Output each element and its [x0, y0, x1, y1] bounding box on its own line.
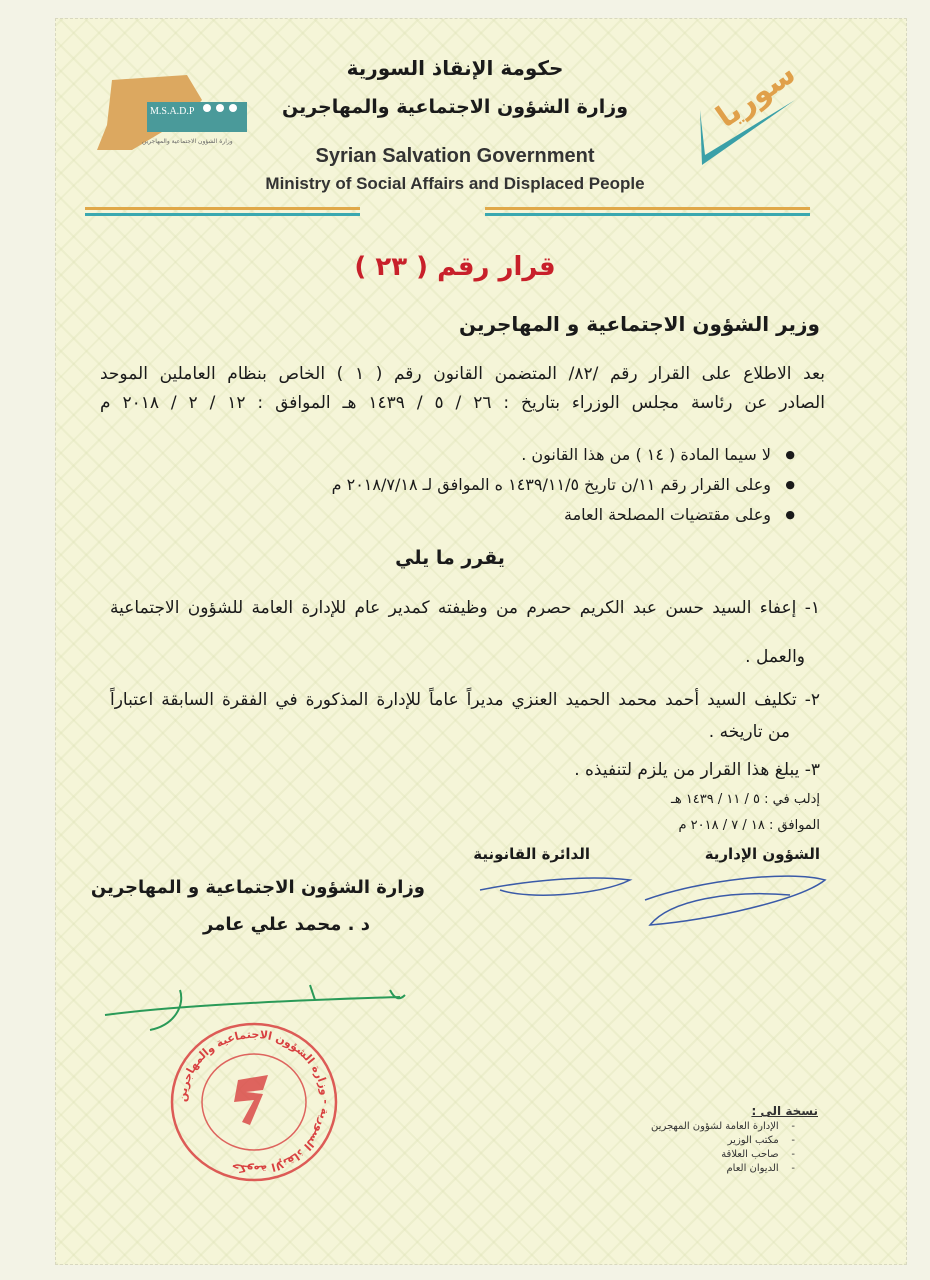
stamp-seal-icon — [168, 1020, 340, 1185]
list-item: ● وعلى القرار رقم ١١/ن تاريخ ١٤٣٩/١١/٥ ه الموافق لـ ٢٠١٨/٧/١٨ م — [195, 470, 795, 500]
list-item: - مكتب الوزير — [727, 1135, 795, 1146]
list-item: ● لا سيما المادة ( ١٤ ) من هذا القانون . — [195, 440, 795, 470]
logo-caption: وزارة الشؤون الاجتماعية والمهاجرين — [142, 138, 233, 145]
copy-recipient: الإدارة العامة لشؤون المهجرين — [651, 1121, 779, 1132]
stamp-text: حكومة الإنقاذ السورية - وزارة الشؤون الاجتماعية والمهاجرين — [175, 1027, 333, 1177]
list-item: - الديوان العام — [726, 1163, 795, 1174]
list-item: - صاحب العلاقة — [721, 1149, 795, 1160]
list-item: ● وعلى مقتضيات المصلحة العامة — [195, 500, 795, 530]
header-en-line2: Ministry of Social Affairs and Displaced People — [265, 174, 645, 193]
minister-name: د . محمد علي عامر — [203, 914, 370, 935]
issued-at: إدلب في : ٥ / ١١ / ١٤٣٩ هـ — [671, 792, 820, 807]
article-3: ٣- يبلغ هذا القرار من يلزم لتنفيذه . — [574, 760, 820, 780]
official-stamp — [168, 1020, 340, 1185]
header-ar-line2: وزارة الشؤون الاجتماعية والمهاجرين — [281, 96, 629, 118]
copies-list — [651, 1120, 795, 1176]
article-2-line-1: ٢- تكليف السيد أحمد محمد الحميد العنزي مديراً عاماً للإدارة المذكورة في الفقرة السابقة اعتباراً — [110, 690, 820, 710]
copy-recipient: صاحب العلاقة — [721, 1149, 779, 1160]
divider-right — [485, 207, 810, 210]
logo-text: سوريا — [709, 55, 803, 136]
considerations-list — [195, 440, 795, 530]
preamble-line-1: بعد الاطلاع على القرار رقم /٨٢/ المتضمن القانون رقم ( ١ ) الخاص بنظام العاملين الموحد — [100, 364, 825, 384]
corresponding-date: الموافق : ١٨ / ٧ / ٢٠١٨ م — [678, 818, 820, 833]
sign-label-legal: الدائرة القانونية — [473, 845, 590, 863]
header-en-line1: Syrian Salvation Government — [315, 145, 595, 167]
preamble-line-2: الصادر عن رئاسة مجلس الوزراء بتاريخ : ٢٦ / ٥ / ١٤٣٩ هـ الموافق : ١٢ / ٢ / ٢٠١٨ م — [100, 393, 825, 413]
divider-left — [85, 207, 360, 210]
divider-left-teal — [85, 213, 360, 216]
decides-heading: يقرر ما يلي — [395, 547, 505, 569]
article-1-line-2: والعمل . — [745, 647, 805, 667]
signature-blue — [470, 860, 840, 930]
header-ar-line1: حكومة الإنقاذ السورية — [346, 56, 564, 80]
minister-ministry: وزارة الشؤون الاجتماعية و المهاجرين — [90, 877, 425, 898]
decision-title: قرار رقم ( ٢٣ ) — [354, 252, 556, 282]
copy-recipient: الديوان العام — [726, 1163, 779, 1174]
list-item: - الإدارة العامة لشؤون المهجرين — [651, 1121, 795, 1132]
copy-recipient: مكتب الوزير — [727, 1135, 779, 1146]
divider-right-teal — [485, 213, 810, 216]
article-2-line-2: من تاريخه . — [708, 722, 790, 742]
article-1-line-1: ١- إعفاء السيد حسن عبد الكريم حصرم من وظيفته كمدير عام للإدارة العامة للشؤون الاجتماعية — [110, 598, 820, 618]
logo-abbrev: M.S.A.D.P — [150, 106, 195, 117]
sign-label-admin: الشؤون الإدارية — [704, 845, 820, 863]
issuer-heading: وزير الشؤون الاجتماعية و المهاجرين — [459, 312, 820, 336]
copies-title: نسخة الى : — [751, 1104, 818, 1118]
